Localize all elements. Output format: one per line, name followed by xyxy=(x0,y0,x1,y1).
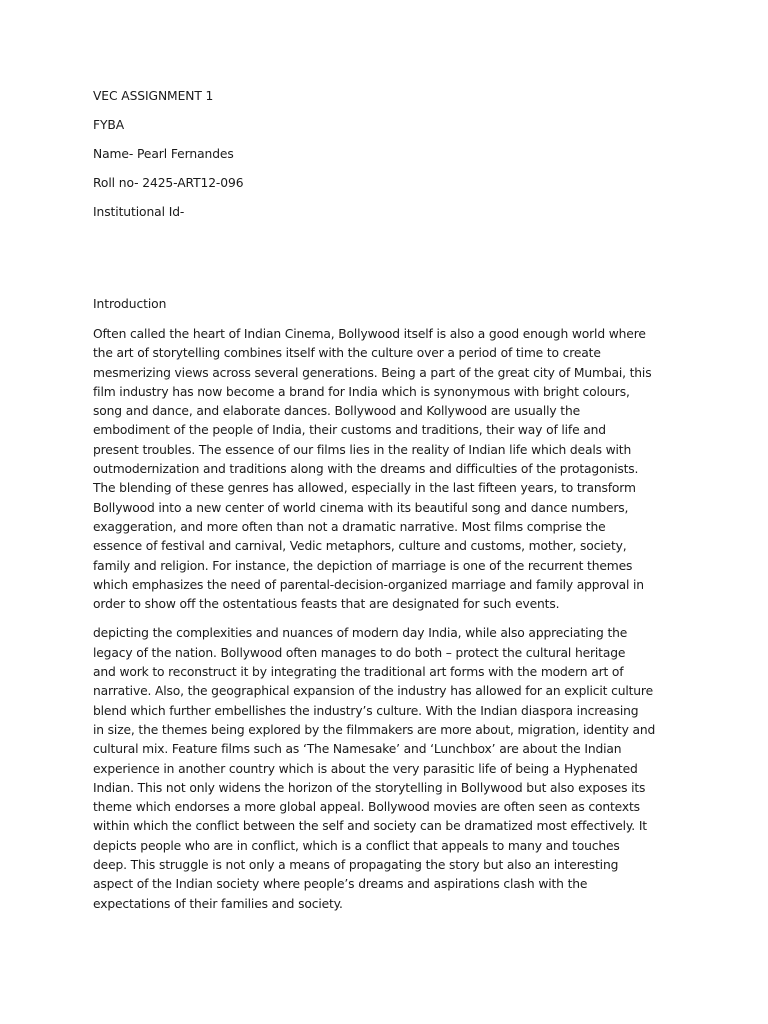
text-line: The blending of these genres has allowed, especially in the last fifteen years, to transform xyxy=(93,481,636,496)
text-line: outmodernization and traditions along with the dreams and difficulties of the protagonists. xyxy=(93,462,639,477)
text-line: legacy of the nation. Bollywood often manages to do both – protect the cultural heritage xyxy=(93,645,626,660)
student-name: Name- Pearl Fernandes xyxy=(93,147,234,161)
text-line: expectations of their families and society. xyxy=(93,896,343,911)
text-line: Often called the heart of Indian Cinema, Bollywood itself is also a good enough world where xyxy=(93,327,646,341)
text-line: narrative. Also, the geographical expansion of the industry has allowed for an explicit culture xyxy=(93,684,653,699)
text-line: embodiment of the people of India, their customs and traditions, their way of life and xyxy=(93,423,606,438)
text-line: deep. This struggle is not only a means of propagating the story but also an interesting xyxy=(93,858,619,873)
text-line: depicts people who are in conflict, which is a conflict that appeals to many and touches xyxy=(93,838,620,853)
text-line: exaggeration, and more often than not a dramatic narrative. Most films comprise the xyxy=(93,519,606,534)
text-line: song and dance, and elaborate dances. Bollywood and Kollywood are usually the xyxy=(93,404,581,419)
text-line: Bollywood into a new center of world cinema with its beautiful song and dance numbers, xyxy=(93,500,629,515)
text-line: the art of storytelling combines itself with the culture over a period of time to create xyxy=(93,346,601,361)
text-line: film industry has now become a brand for India which is synonymous with bright colours, xyxy=(93,384,630,399)
text-line: aspect of the Indian society where people’s dreams and aspirations clash with the xyxy=(93,877,588,892)
text-line: and work to reconstruct it by integrating the traditional art forms with the modern art of xyxy=(93,665,624,680)
section-heading: Introduction xyxy=(93,297,167,311)
text-line: mesmerizing views across several generations. Being a part of the great city of Mumbai, this xyxy=(93,365,652,380)
blank-space xyxy=(93,232,683,295)
text-line: theme which endorses a more global appeal. Bollywood movies are often seen as contexts xyxy=(93,800,640,815)
class-label: FYBA xyxy=(93,118,125,132)
paragraph-1 xyxy=(93,325,683,614)
text-line: experience in another country which is about the very parasitic life of being a Hyphenated xyxy=(93,761,638,776)
text-line: within which the conflict between the self and society can be dramatized most effectively. It xyxy=(93,819,647,834)
roll-number: Roll no- 2425-ART12-096 xyxy=(93,176,244,190)
text-line: present troubles. The essence of our films lies in the reality of Indian life which deals with xyxy=(93,442,632,457)
paragraph-2 xyxy=(93,624,683,913)
text-line: family and religion. For instance, the depiction of marriage is one of the recurrent themes xyxy=(93,558,633,573)
text-line: essence of festival and carnival, Vedic metaphors, culture and customs, mother, society, xyxy=(93,539,627,554)
text-line: order to show off the ostentatious feasts that are designated for such events. xyxy=(93,597,560,612)
text-line: blend which further embellishes the industry’s culture. With the Indian diaspora increasing xyxy=(93,703,639,718)
text-line: depicting the complexities and nuances of modern day India, while also appreciating the xyxy=(93,626,628,641)
text-line: Indian. This not only widens the horizon of the storytelling in Bollywood but also exposes its xyxy=(93,780,646,795)
document-body xyxy=(93,87,683,924)
assignment-title: VEC ASSIGNMENT 1 xyxy=(93,89,214,103)
text-line: which emphasizes the need of parental-decision-organized marriage and family approval in xyxy=(93,577,644,592)
text-line: in size, the themes being explored by the filmmakers are more about, migration, identity and xyxy=(93,722,656,737)
text-line: cultural mix. Feature films such as ‘The Namesake’ and ‘Lunchbox’ are about the Indian xyxy=(93,742,622,757)
institutional-id: Institutional Id- xyxy=(93,205,185,219)
